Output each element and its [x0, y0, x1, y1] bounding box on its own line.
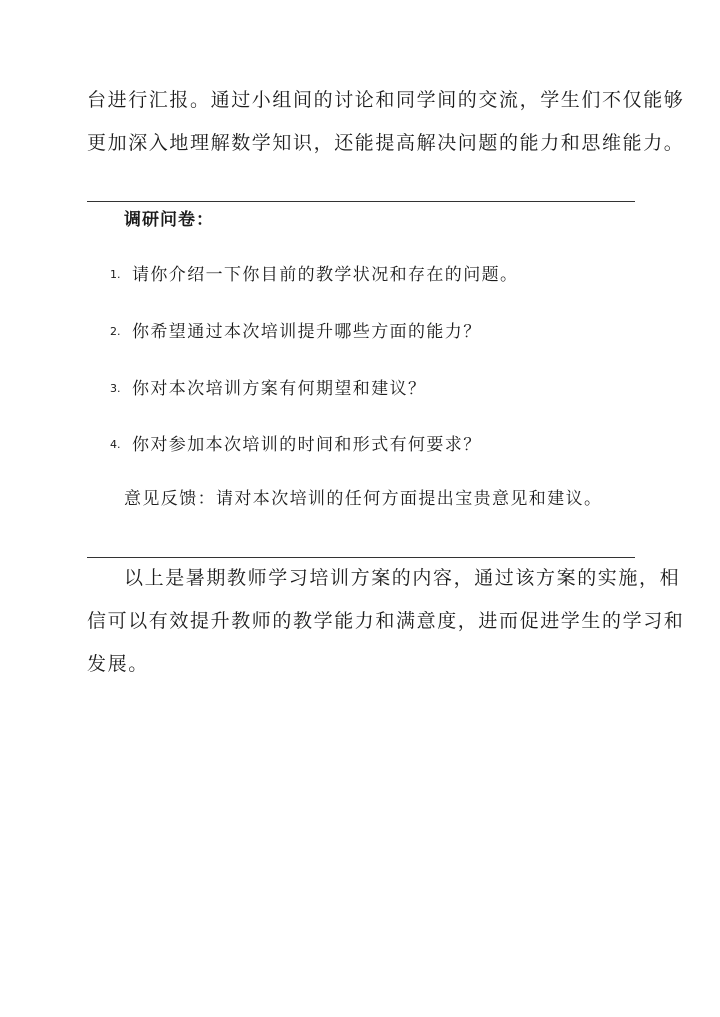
survey-heading: 调研问卷：	[124, 210, 214, 230]
question-number: 3.	[110, 382, 121, 395]
question-text: 你希望通过本次培训提升哪些方面的能力？	[132, 322, 482, 342]
intro-line-1: 台进行汇报。通过小组间的讨论和同学间的交流，学生们不仅能够	[87, 89, 685, 111]
survey-question-4	[105, 433, 482, 457]
question-text: 请你介绍一下你目前的教学状况和存在的问题。	[132, 265, 519, 285]
survey-question-1	[105, 263, 518, 287]
intro-line-2: 更加深入地理解数学知识，还能提高解决问题的能力和思维能力。	[87, 132, 685, 154]
question-number: 2.	[110, 325, 121, 338]
question-text: 你对参加本次培训的时间和形式有何要求？	[132, 435, 482, 455]
question-text: 你对本次培训方案有何期望和建议？	[132, 379, 427, 399]
section-divider-top	[87, 201, 635, 202]
survey-feedback: 意见反馈：请对本次培训的任何方面提出宝贵意见和建议。	[124, 489, 603, 509]
section-divider-bottom	[87, 557, 635, 558]
conclusion-line-3: 发展。	[87, 653, 149, 675]
conclusion-line-1: 以上是暑期教师学习培训方案的内容，通过该方案的实施，相	[124, 567, 681, 589]
question-number: 1.	[110, 268, 121, 281]
question-number: 4.	[110, 438, 121, 451]
survey-question-3	[105, 377, 426, 401]
conclusion-line-2: 信可以有效提升教师的教学能力和满意度，进而促进学生的学习和	[87, 610, 685, 632]
survey-question-2	[105, 320, 482, 344]
